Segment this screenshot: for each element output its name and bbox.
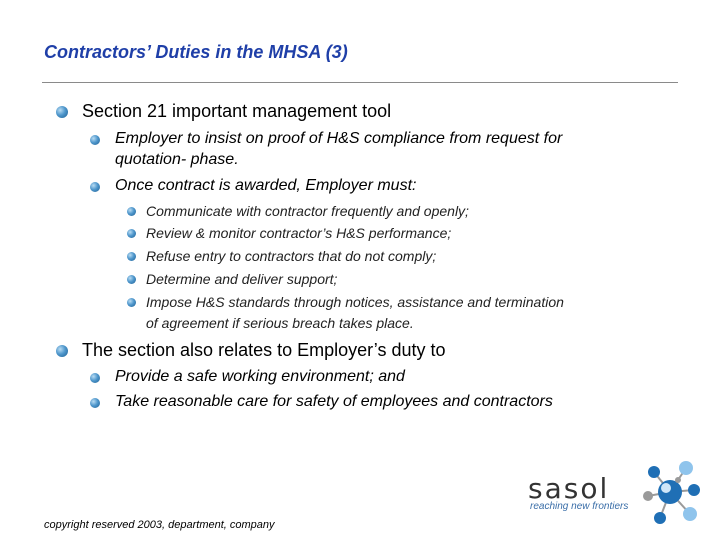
section1-item-continuation: of agreement if serious breach takes place. xyxy=(146,315,414,331)
bullet-level2 xyxy=(90,398,100,408)
slide-title: Contractors’ Duties in the MHSA (3) xyxy=(44,42,348,62)
section1-item: Review & monitor contractor’s H&S performance; xyxy=(146,225,452,241)
section1-sub1-line1: Employer to insist on proof of H&S compliance from request for xyxy=(115,130,563,147)
bullet-level3 xyxy=(127,252,136,261)
section1-item: Impose H&S standards through notices, assistance and termination xyxy=(146,294,564,310)
bullet-level1 xyxy=(56,345,68,357)
footer-copyright: copyright reserved 2003, department, company xyxy=(44,519,275,531)
bullet-level2 xyxy=(90,373,100,383)
bullet-level2 xyxy=(90,135,100,145)
section2-item: Provide a safe working environment; and xyxy=(115,368,405,385)
section2-heading: The section also relates to Employer’s duty to xyxy=(82,340,446,360)
section1-heading: Section 21 important management tool xyxy=(82,101,392,121)
section2-item: Take reasonable care for safety of employees and contractors xyxy=(115,393,553,410)
section1-sub2: Once contract is awarded, Employer must: xyxy=(115,177,417,194)
section1-item: Determine and deliver support; xyxy=(146,271,338,287)
bullet-level3 xyxy=(127,298,136,307)
section1-sub1-line2: quotation- phase. xyxy=(115,151,239,168)
bullet-level1 xyxy=(56,106,68,118)
bullet-level3 xyxy=(127,207,136,216)
section1-item: Communicate with contractor frequently and openly; xyxy=(146,203,469,219)
bullet-level3 xyxy=(127,275,136,284)
sasol-logo-tagline: reaching new frontiers xyxy=(530,501,629,512)
section1-item: Refuse entry to contractors that do not comply; xyxy=(146,248,437,264)
bullet-level3 xyxy=(127,229,136,238)
sasol-logo-wordmark: sasol xyxy=(528,472,610,505)
bullet-level2 xyxy=(90,182,100,192)
molecule-logo-icon xyxy=(640,456,704,528)
title-divider xyxy=(42,82,678,83)
